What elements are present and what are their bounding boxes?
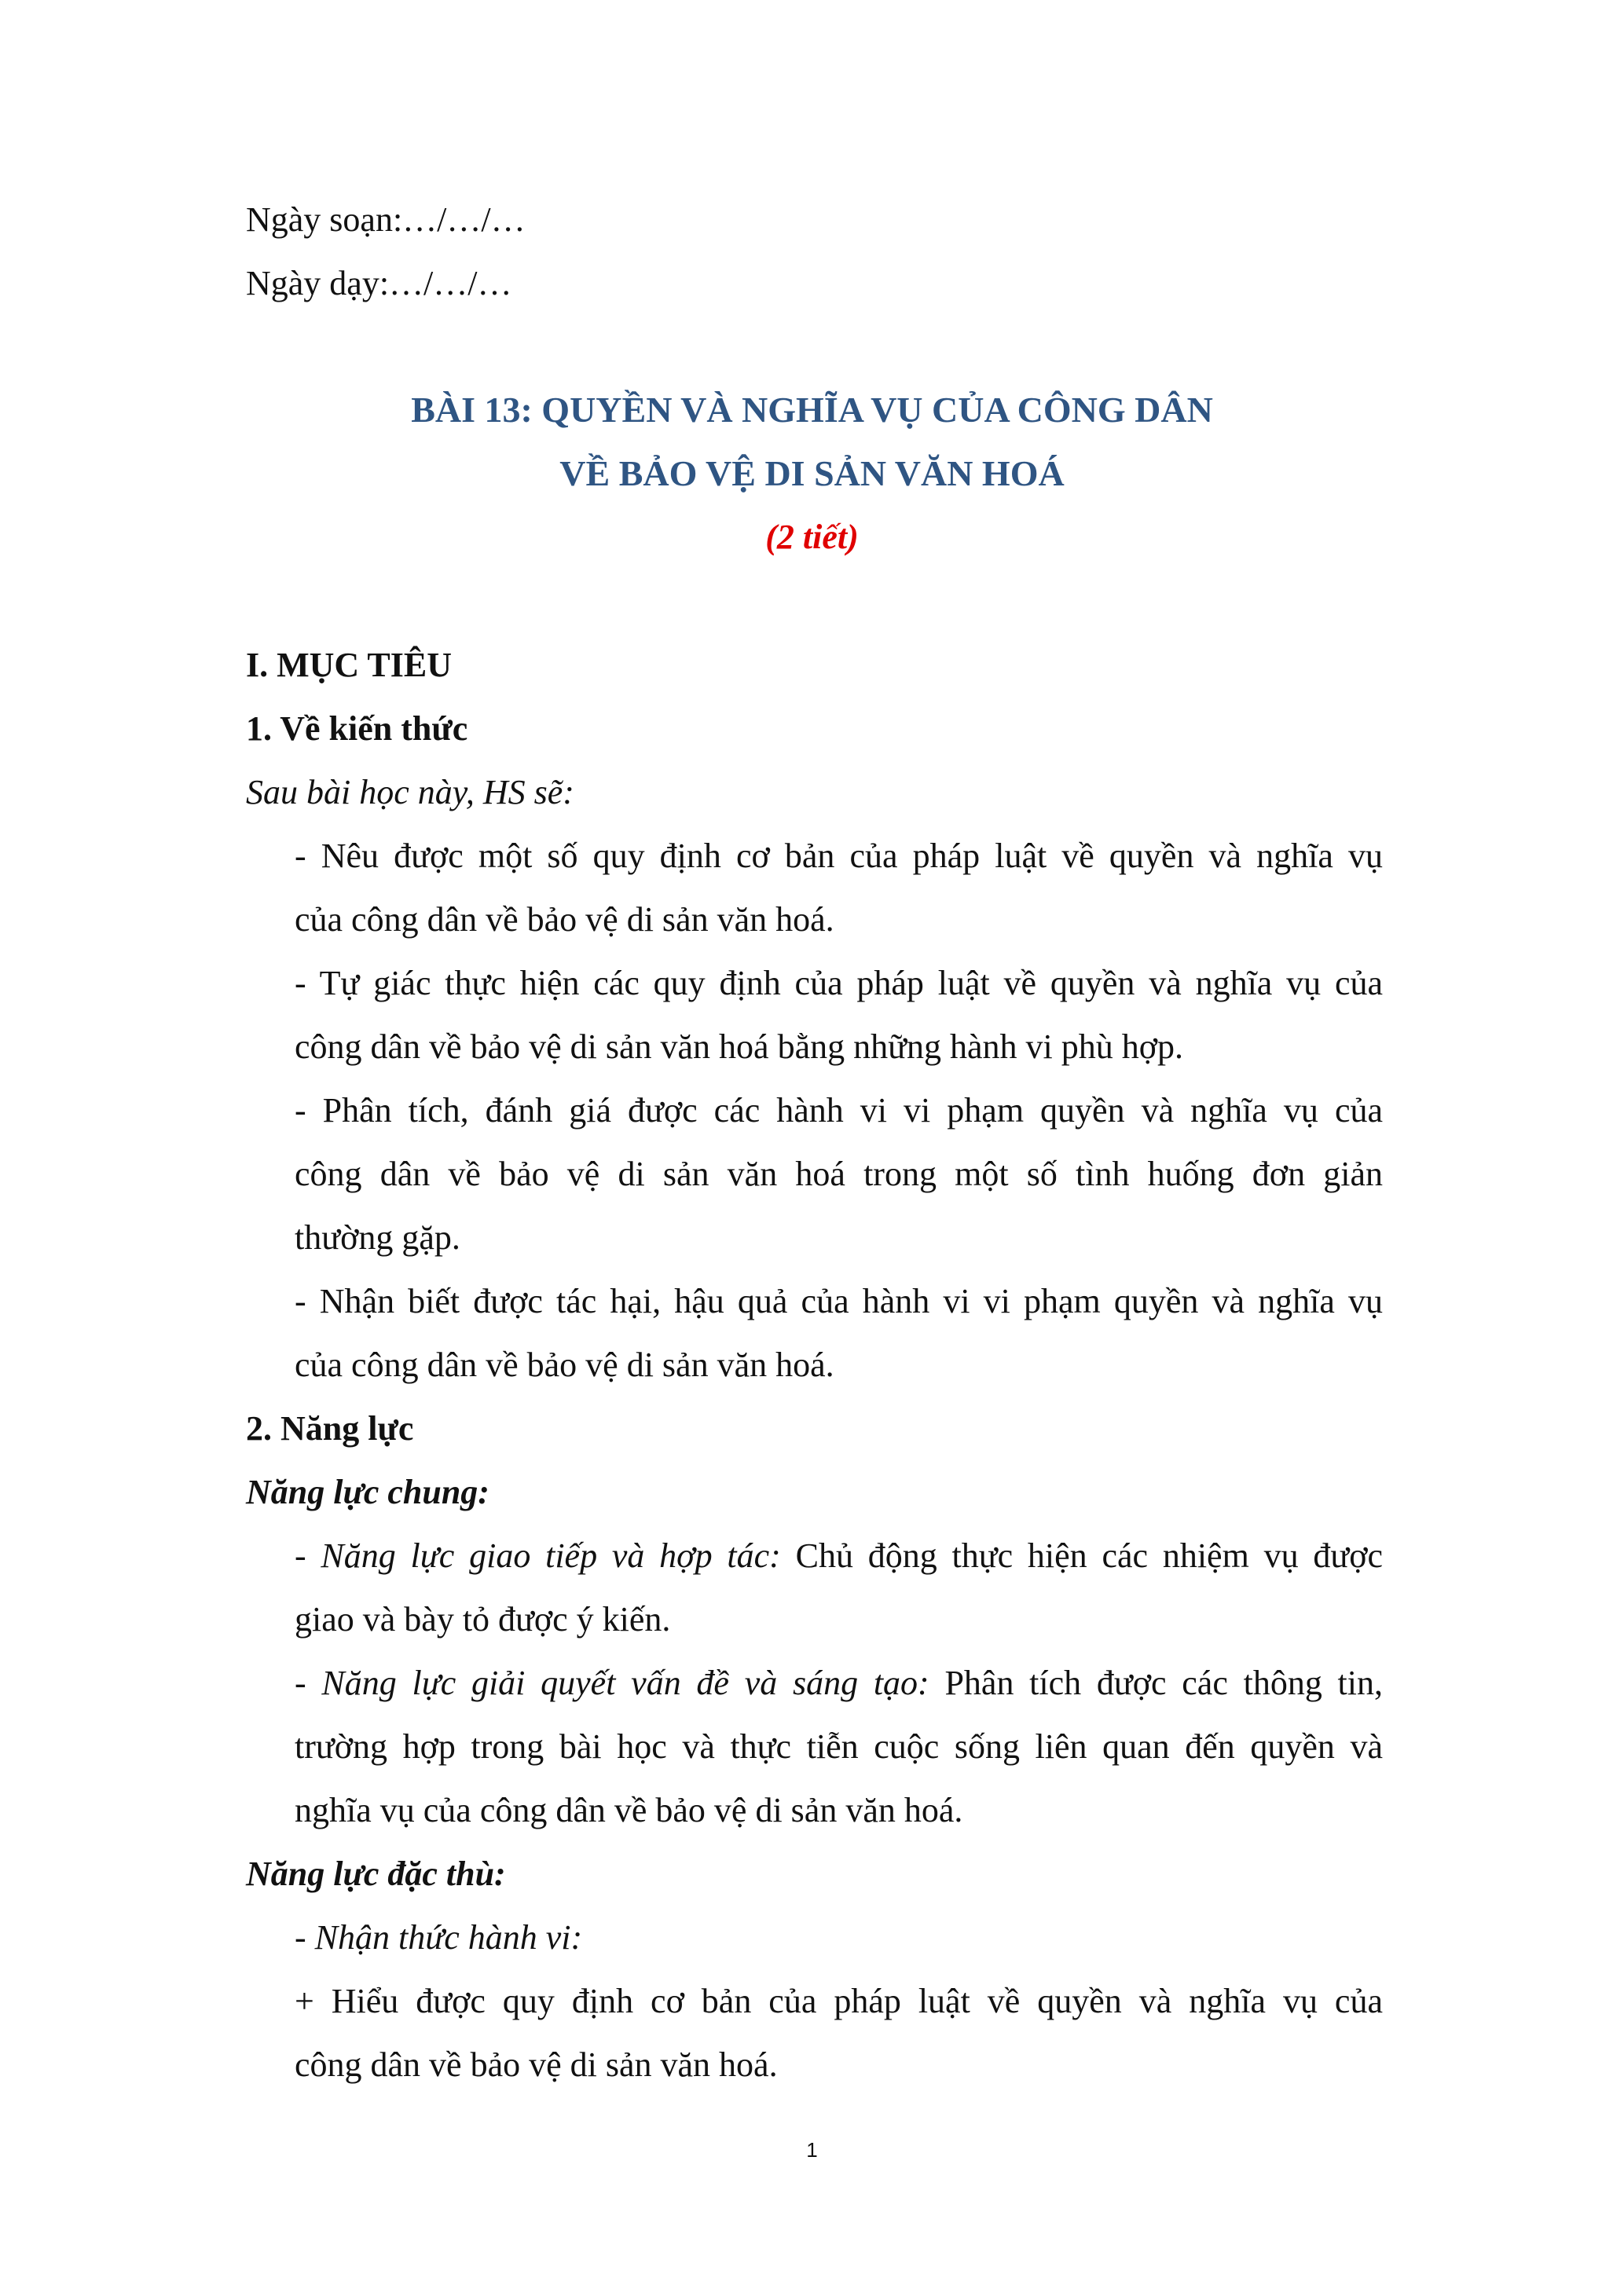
general-competence-text-2: Phân tích được các thông tin, [929, 1664, 1384, 1702]
general-competence-item-2-cont1: trường hợp trong bài học và thực tiễn cuộc sống liên quan đến quyền và [295, 1727, 1383, 1766]
knowledge-intro: Sau bài học này, HS sẽ: [246, 773, 574, 811]
page-number: 1 [806, 2138, 818, 2162]
knowledge-item-4-line2: của công dân về bảo vệ di sản văn hoá. [295, 1346, 834, 1384]
general-competence-item-2 [295, 1661, 1383, 1705]
knowledge-item-2-line1: - Tự giác thực hiện các quy định của pháp luật về quyền và nghĩa vụ của [295, 964, 1383, 1002]
lesson-periods: (2 tiết) [765, 518, 859, 556]
general-competence-text-1: Chủ động thực hiện các nhiệm vụ được [780, 1536, 1383, 1575]
teach-date: Ngày dạy:…/…/… [246, 264, 512, 302]
knowledge-item-3-line3: thường gặp. [295, 1218, 460, 1257]
general-competence-item-2-cont2: nghĩa vụ của công dân về bảo vệ di sản văn hoá. [295, 1791, 963, 1829]
knowledge-item-4-line1: - Nhận biết được tác hại, hậu quả của hành vi vi phạm quyền và nghĩa vụ [295, 1282, 1383, 1320]
knowledge-item-1-line2: của công dân về bảo vệ di sản văn hoá. [295, 900, 834, 939]
competence-heading: 2. Năng lực [246, 1409, 414, 1448]
knowledge-item-2-line2: công dân về bảo vệ di sản văn hoá bằng những hành vi phù hợp. [295, 1027, 1183, 1066]
specific-competence-item-1-line1: + Hiểu được quy định cơ bản của pháp luật về quyền và nghĩa vụ của [295, 1982, 1383, 2020]
lesson-title-line1: BÀI 13: QUYỀN VÀ NGHĨA VỤ CỦA CÔNG DÂN [411, 390, 1213, 430]
general-competence-label-2: - Năng lực giải quyết vấn đề và sáng tạo: [295, 1664, 929, 1702]
specific-competence-item-1-line2: công dân về bảo vệ di sản văn hoá. [295, 2045, 778, 2084]
specific-competence-subheading: - Nhận thức hành vi: [295, 1918, 583, 1957]
lesson-title-line2: VỀ BẢO VỆ DI SẢN VĂN HOÁ [559, 453, 1065, 493]
general-competence-heading: Năng lực chung: [246, 1473, 489, 1511]
specific-competence-heading: Năng lực đặc thù: [246, 1855, 506, 1893]
knowledge-item-3-line2: công dân về bảo vệ di sản văn hoá trong một số tình huống đơn giản [295, 1155, 1383, 1193]
knowledge-item-3-line1: - Phân tích, đánh giá được các hành vi vi phạm quyền và nghĩa vụ của [295, 1091, 1383, 1130]
objectives-heading: I. MỤC TIÊU [246, 646, 453, 684]
general-competence-item-1-cont: giao và bày tỏ được ý kiến. [295, 1600, 671, 1639]
general-competence-label-1: - Năng lực giao tiếp và hợp tác: [295, 1536, 781, 1575]
prep-date: Ngày soạn:…/…/… [246, 200, 526, 239]
knowledge-item-1-line1: - Nêu được một số quy định cơ bản của pháp luật về quyền và nghĩa vụ [295, 837, 1383, 875]
knowledge-heading: 1. Về kiến thức [246, 709, 468, 748]
general-competence-item-1 [295, 1534, 1383, 1578]
